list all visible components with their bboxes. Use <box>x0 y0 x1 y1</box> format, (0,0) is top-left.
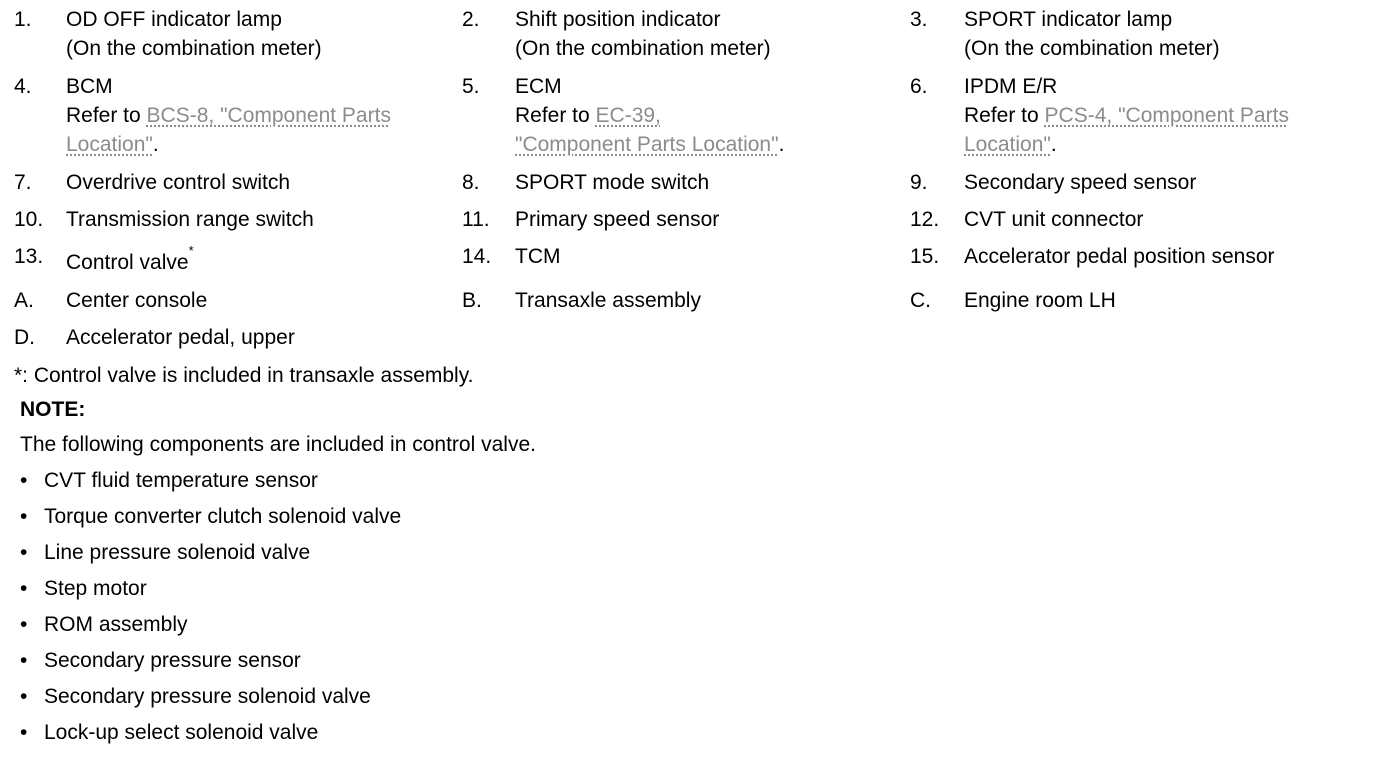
item-number: 13. <box>14 245 44 268</box>
list-item-label: Secondary pressure solenoid valve <box>44 685 371 708</box>
refer-text: Refer to <box>964 104 1045 127</box>
item-number: 6. <box>910 75 928 98</box>
reference-link-pcs-4[interactable]: PCS-4, "Component Parts <box>1044 104 1289 127</box>
note-intro: The following components are included in control valve. <box>20 433 536 456</box>
item-number: 10. <box>14 208 44 231</box>
item-label: TCM <box>515 245 561 268</box>
item-label: Shift position indicator <box>515 8 721 31</box>
reference-link-ec-39[interactable]: EC-39, <box>595 104 661 127</box>
item-sublabel: (On the combination meter) <box>964 37 1220 60</box>
item-label: BCM <box>66 75 113 98</box>
item-number: 5. <box>462 75 480 98</box>
item-label: SPORT indicator lamp <box>964 8 1173 31</box>
item-number: 4. <box>14 75 32 98</box>
bullet-icon: • <box>20 685 28 708</box>
item-number: 2. <box>462 8 480 31</box>
bullet-icon: • <box>20 469 28 492</box>
bullet-icon: • <box>20 649 28 672</box>
item-number: 9. <box>910 171 928 194</box>
refer-text: Refer to <box>515 104 596 127</box>
bullet-icon: • <box>20 505 28 528</box>
item-number: 7. <box>14 171 32 194</box>
item-letter: A. <box>14 289 34 312</box>
item-label: Center console <box>66 289 208 312</box>
footnote-mark: * <box>188 243 194 258</box>
item-letter: D. <box>14 326 35 349</box>
list-item-label: CVT fluid temperature sensor <box>44 469 318 492</box>
item-label: IPDM E/R <box>964 75 1058 98</box>
footnote: *: Control valve is included in transaxle assembly. <box>14 364 474 387</box>
item-label: SPORT mode switch <box>515 171 710 194</box>
period: . <box>778 133 785 156</box>
item-number: 11. <box>462 208 490 231</box>
item-number: 1. <box>14 8 32 31</box>
item-letter: C. <box>910 289 931 312</box>
item-number: 15. <box>910 245 940 268</box>
item-sublabel: (On the combination meter) <box>515 37 771 60</box>
item-label: Control valve <box>66 251 189 274</box>
item-label: Secondary speed sensor <box>964 171 1197 194</box>
item-label: Accelerator pedal, upper <box>66 326 295 349</box>
period: . <box>152 133 159 156</box>
item-label: CVT unit connector <box>964 208 1144 231</box>
bullet-icon: • <box>20 613 28 636</box>
item-label: ECM <box>515 75 562 98</box>
item-label: Transmission range switch <box>66 208 314 231</box>
period: . <box>1050 133 1057 156</box>
note-heading: NOTE: <box>20 398 86 421</box>
item-number: 12. <box>910 208 940 231</box>
refer-text: Refer to <box>66 104 147 127</box>
bullet-icon: • <box>20 721 28 744</box>
item-number: 14. <box>462 245 492 268</box>
list-item-label: Torque converter clutch solenoid valve <box>44 505 402 528</box>
item-label: Transaxle assembly <box>515 289 701 312</box>
reference-link-bcs-8-cont[interactable]: Location" <box>66 133 153 156</box>
item-label: OD OFF indicator lamp <box>66 8 282 31</box>
reference-link-ec-39-cont[interactable]: "Component Parts Location" <box>515 133 779 156</box>
item-label: Engine room LH <box>964 289 1116 312</box>
item-label: Overdrive control switch <box>66 171 291 194</box>
bullet-icon: • <box>20 577 28 600</box>
list-item-label: Line pressure solenoid valve <box>44 541 311 564</box>
item-label: Accelerator pedal position sensor <box>964 245 1275 268</box>
item-label: Primary speed sensor <box>515 208 720 231</box>
reference-link-bcs-8[interactable]: BCS-8, "Component Parts <box>146 104 391 127</box>
list-item-label: ROM assembly <box>44 613 188 636</box>
item-sublabel: (On the combination meter) <box>66 37 322 60</box>
item-number: 8. <box>462 171 480 194</box>
list-item-label: Secondary pressure sensor <box>44 649 301 672</box>
list-item-label: Lock-up select solenoid valve <box>44 721 319 744</box>
reference-link-pcs-4-cont[interactable]: Location" <box>964 133 1051 156</box>
bullet-icon: • <box>20 541 28 564</box>
item-number: 3. <box>910 8 928 31</box>
item-letter: B. <box>462 289 482 312</box>
list-item-label: Step motor <box>44 577 147 600</box>
